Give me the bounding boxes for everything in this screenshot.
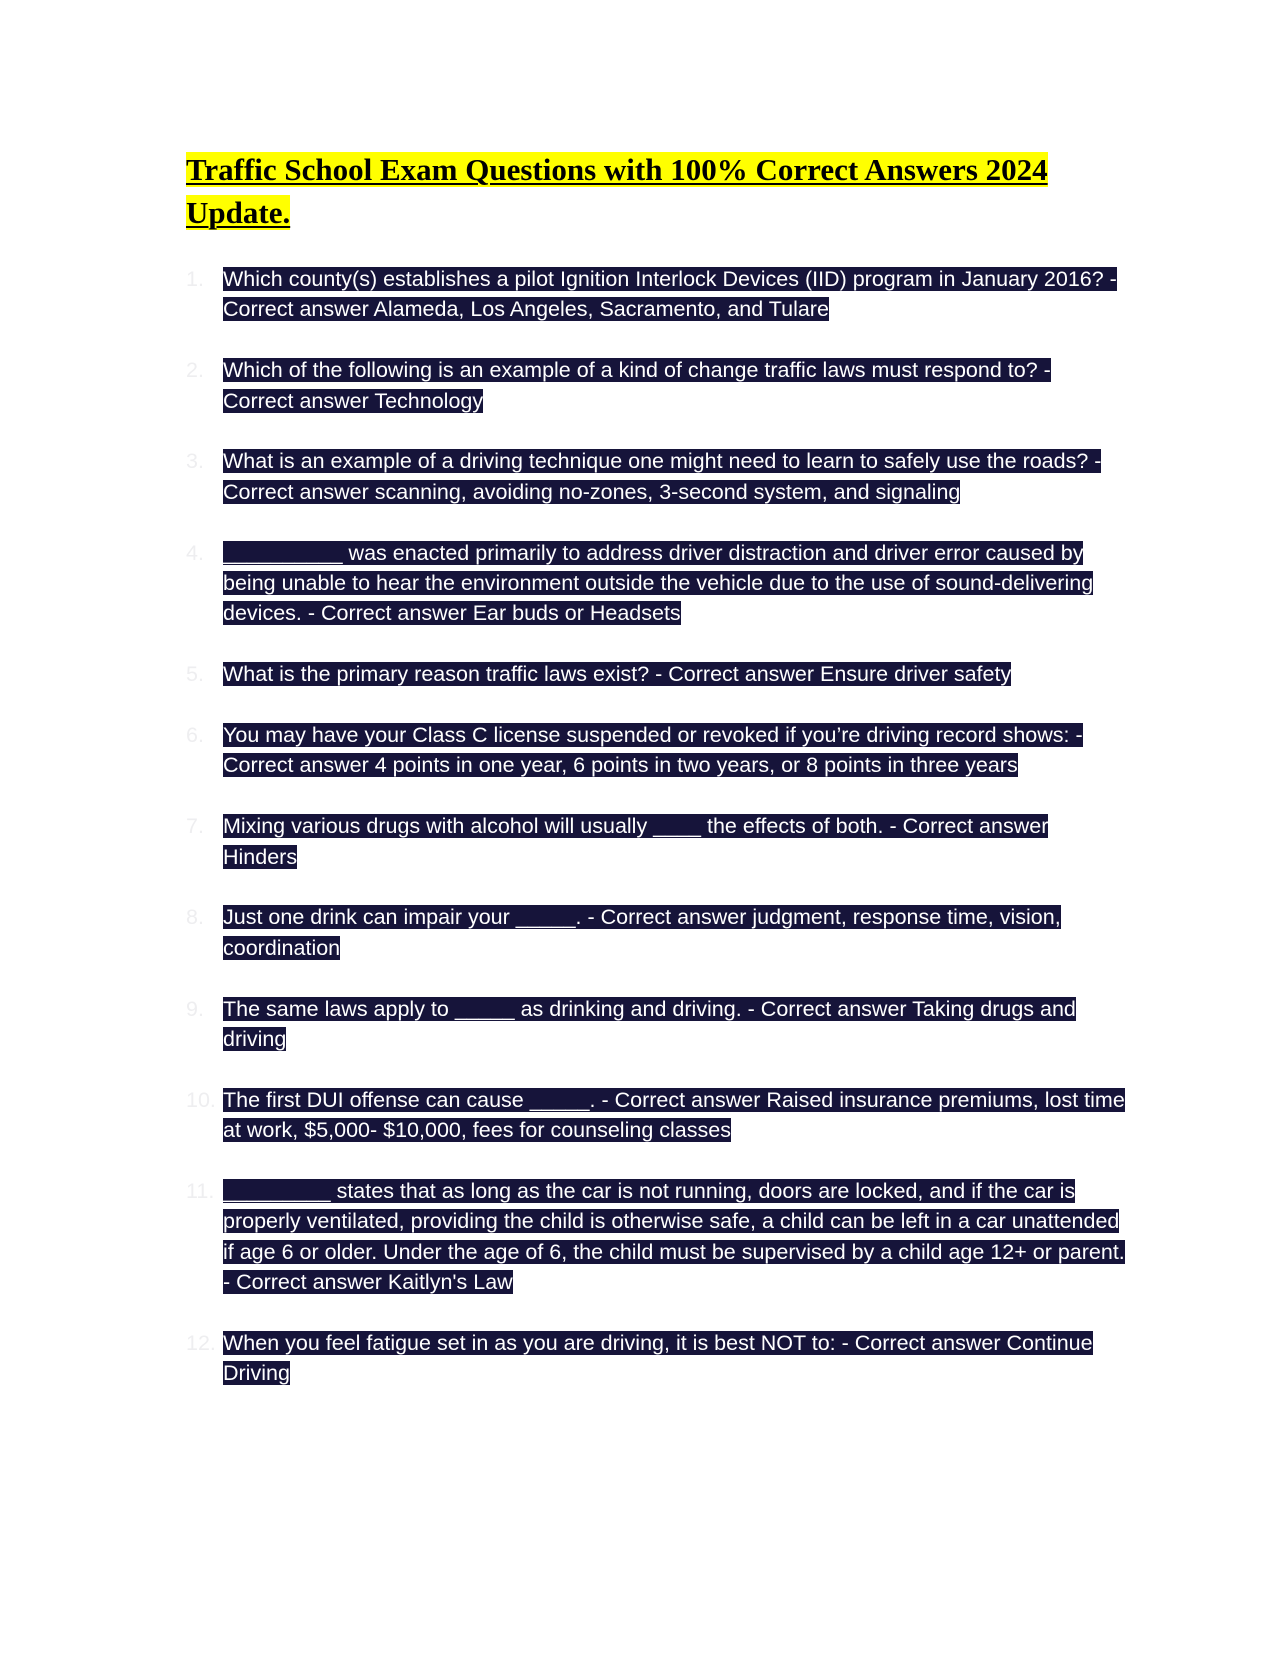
list-item [186,446,1126,507]
list-item-number: 12. [186,1331,216,1356]
list-item [186,720,1126,781]
question-answer-text: Which of the following is an example of a kind of change traffic laws must respond to? - Correct answer Technology [223,358,1051,413]
list-item-number: 8. [186,905,204,930]
list-item-number: 5. [186,662,204,687]
question-answer-text: What is an example of a driving technique one might need to learn to safely use the roads? - Correct answer scanning, avoiding no-zones, 3-second system, and signaling [223,449,1102,504]
document-title-text: Traffic School Exam Questions with 100% Correct Answers 2024 Update. [186,152,1048,230]
list-item [186,902,1126,963]
list-item [186,994,1126,1055]
list-item-number: 10. [186,1087,216,1112]
list-item [186,659,1126,689]
question-answer-text: __________ was enacted primarily to address driver distraction and driver error caused by being unable to hear the environment outside the vehicle due to the use of sound-delivering devices. - Correct answer Ear buds or Headsets [223,540,1094,626]
list-item-number: 1. [186,267,204,291]
list-item [186,811,1126,872]
list-item-number: 2. [186,358,204,383]
question-answer-text: The first DUI offense can cause _____. - Correct answer Raised insurance premiums, lost time at work, $5,000- $10,000, fees for counseling classes [223,1087,1125,1143]
list-item [186,538,1126,629]
question-answer-text: The same laws apply to _____ as drinking and driving. - Correct answer Taking drugs and driving [223,996,1076,1052]
list-item [186,1328,1126,1389]
question-answer-text: Mixing various drugs with alcohol will usually ____ the effects of both. - Correct answer Hinders [223,814,1049,869]
list-item [186,355,1126,416]
question-answer-text: When you feel fatigue set in as you are driving, it is best NOT to: - Correct answer Continue Driving [223,1331,1093,1386]
question-list [186,264,1126,1419]
list-item [186,264,1126,325]
list-item-number: 3. [186,449,204,474]
list-item-number: 6. [186,723,204,748]
list-item-number: 4. [186,540,204,565]
list-item [186,1085,1126,1146]
question-answer-text: Which county(s) establishes a pilot Ignition Interlock Devices (IID) program in January 2016? - Correct answer Alameda, Los Angeles, Sacramento, and Tulare [223,267,1117,322]
document-title [186,148,1126,234]
list-item [186,1176,1126,1298]
list-item-number: 11. [186,1179,215,1204]
question-answer-text: _________ states that as long as the car is not running, doors are locked, and if the car is properly ventilated, providing the child is otherwise safe, a child can be left in a car unattended if age 6 or older. Under the age of 6, the child must be supervised by a child age 12+ or parent. - Correct answer Kaitlyn's Law [223,1179,1125,1295]
question-answer-text: Just one drink can impair your _____. - Correct answer judgment, response time, vision, coordination [223,905,1061,960]
list-item-number: 9. [186,996,204,1021]
question-answer-text: What is the primary reason traffic laws exist? - Correct answer Ensure driver safety [223,662,1012,687]
list-item-number: 7. [186,814,204,839]
question-answer-text: You may have your Class C license suspended or revoked if you’re driving record shows: - Correct answer 4 points in one year, 6 points in two years, or 8 points in three years [223,723,1083,778]
